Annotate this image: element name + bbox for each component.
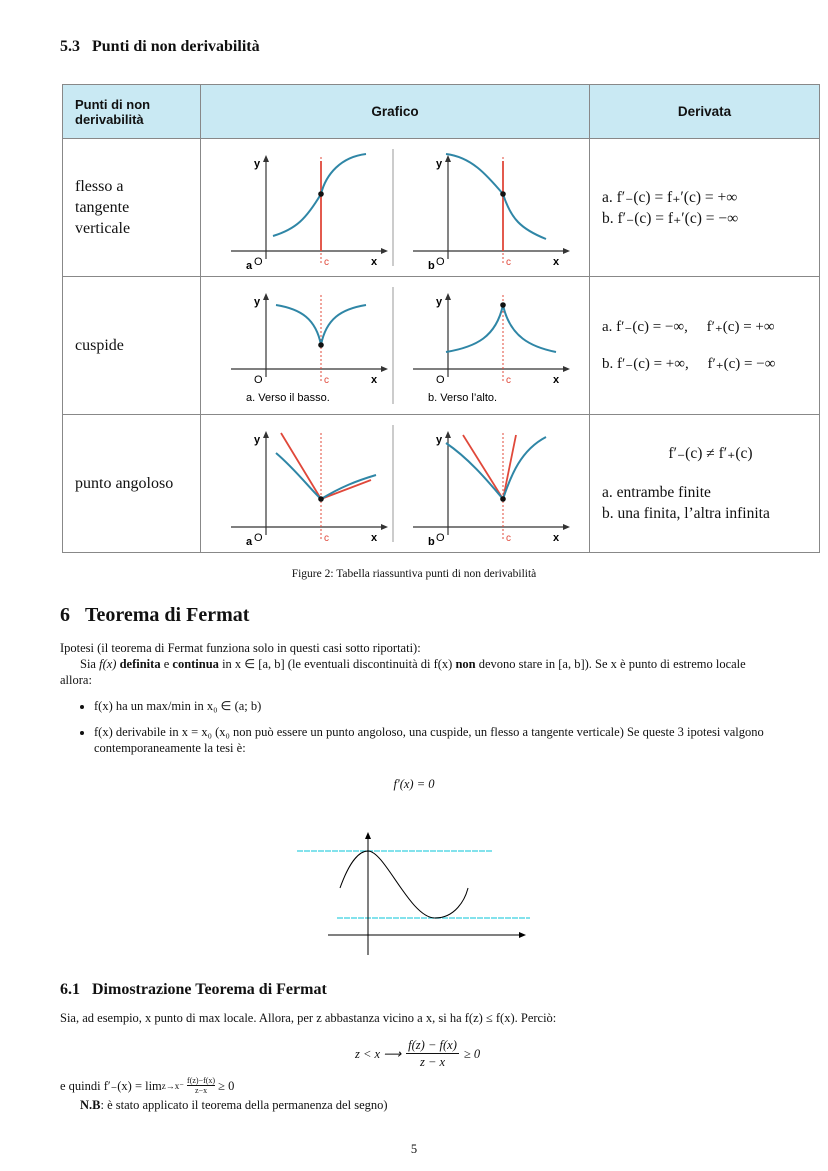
y-arrow-icon bbox=[445, 293, 451, 300]
bold-text: definita bbox=[116, 657, 161, 671]
panel-label: b bbox=[428, 260, 435, 272]
origin-label: O bbox=[436, 374, 445, 386]
paragraph-ipotesi: Ipotesi (il teorema di Fermat funziona solo in questi casi sotto riportati): bbox=[60, 641, 421, 655]
graph-flesso bbox=[201, 139, 589, 272]
derivata-cell bbox=[590, 139, 820, 277]
c-label: c bbox=[324, 375, 329, 386]
tangent-line bbox=[321, 480, 371, 499]
bullet-item: • f(x) derivabile in x = x₀ (x₀ non può essere un punto angoloso, una cuspide, un flesso a tangente verticale) Se queste 3 ipotesi valgono contemporaneamente la tesi è: bbox=[94, 724, 776, 756]
x-label: x bbox=[371, 374, 378, 386]
point-marker bbox=[500, 302, 506, 308]
y-arrow-icon bbox=[263, 155, 269, 162]
x-arrow-icon bbox=[519, 932, 526, 938]
derivata-a: a. f′₋(c) = f₊′(c) = +∞ bbox=[602, 188, 738, 206]
c-label: c bbox=[506, 375, 511, 386]
bullet-list bbox=[60, 698, 776, 756]
y-arrow-icon bbox=[445, 431, 451, 438]
section-heading-6-1 bbox=[60, 981, 327, 999]
c-label: c bbox=[506, 533, 511, 544]
table-header-row bbox=[63, 85, 820, 139]
tangent-line bbox=[281, 433, 321, 499]
row-label: punto angoloso bbox=[63, 415, 201, 553]
paragraph-sia bbox=[60, 656, 776, 688]
x-label: x bbox=[553, 532, 560, 544]
paragraph-dimostrazione: Sia, ad esempio, x punto di max locale. Allora, per z abbastanza vicino a x, si ha f(z) ≤ f(x). Perciò: bbox=[60, 1011, 557, 1025]
c-label: c bbox=[324, 257, 329, 268]
graph-cell bbox=[201, 277, 590, 415]
point-marker bbox=[318, 496, 324, 502]
section-title: Dimostrazione Teorema di Fermat bbox=[92, 981, 327, 998]
point-marker bbox=[500, 496, 506, 502]
numerator: f(z) − f(x) bbox=[408, 1038, 457, 1052]
origin-label: O bbox=[436, 532, 445, 544]
point-marker bbox=[318, 191, 324, 197]
function-curve bbox=[446, 305, 503, 352]
limit-subscript: z→x⁻ bbox=[161, 1080, 185, 1091]
note-text: : è stato applicato il teorema della permanenza del segno) bbox=[100, 1098, 388, 1112]
x-arrow-icon bbox=[381, 524, 388, 530]
c-label: c bbox=[324, 533, 329, 544]
text: devono stare in [a, b]). Se x è punto di estremo locale allora: bbox=[60, 657, 746, 687]
section-number: 5.3 bbox=[60, 38, 80, 55]
bullet-item: • f(x) ha un max/min in x₀ ∈ (a; b) bbox=[94, 698, 776, 714]
table-row bbox=[63, 277, 820, 415]
text: Sia bbox=[80, 657, 100, 671]
panel-label: a bbox=[246, 260, 253, 272]
x-label: x bbox=[371, 532, 378, 544]
graph-angoloso bbox=[201, 415, 589, 548]
derivata-a: a. entrambe finite bbox=[602, 484, 711, 501]
text: in x ∈ [a, b] (le eventuali discontinuità di f(x) bbox=[218, 657, 456, 671]
graph-cell bbox=[201, 415, 590, 553]
graph-cuspide bbox=[201, 277, 589, 410]
body-text bbox=[60, 640, 776, 756]
panel-label: b bbox=[428, 536, 435, 548]
y-label: y bbox=[254, 296, 261, 308]
y-arrow-icon bbox=[263, 431, 269, 438]
figure-caption: Figure 2: Tabella riassuntiva punti di non derivabilità bbox=[291, 568, 537, 580]
thesis-equation: f′(x) = 0 bbox=[393, 777, 435, 791]
note bbox=[80, 1097, 388, 1113]
section-title: Teorema di Fermat bbox=[85, 604, 250, 626]
y-label: y bbox=[436, 296, 443, 308]
eq-left: z < x ⟶ bbox=[355, 1046, 402, 1061]
function-curve bbox=[446, 443, 503, 499]
section-number: 6 bbox=[60, 604, 70, 626]
panel-caption: a. Verso il basso. bbox=[246, 392, 330, 404]
text: e bbox=[160, 657, 173, 671]
derivata-a: a. f′₋(c) = −∞, f′₊(c) = +∞ bbox=[602, 318, 775, 335]
function-curve bbox=[446, 154, 546, 239]
derivata-b: b. f′₋(c) = +∞, f′₊(c) = −∞ bbox=[602, 355, 776, 372]
x-arrow-icon bbox=[381, 366, 388, 372]
denominator: z − x bbox=[419, 1055, 446, 1069]
row-label: cuspide bbox=[63, 277, 201, 415]
graph-cell bbox=[201, 139, 590, 277]
x-label: x bbox=[371, 256, 378, 268]
text: ≥ 0 bbox=[218, 1078, 235, 1093]
point-marker bbox=[500, 191, 506, 197]
header-punti: Punti di non derivabilità bbox=[63, 85, 201, 139]
math: f(x) bbox=[99, 657, 117, 671]
section-heading-5-3 bbox=[60, 38, 260, 56]
y-arrow-icon bbox=[445, 155, 451, 162]
numerator: f(z)−f(x) bbox=[187, 1076, 216, 1085]
x-arrow-icon bbox=[563, 366, 570, 372]
function-curve bbox=[503, 305, 556, 352]
panel-caption: b. Verso l’alto. bbox=[428, 392, 498, 404]
derivata-cell bbox=[590, 415, 820, 553]
x-label: x bbox=[553, 256, 560, 268]
derivata-main: f′₋(c) ≠ f′₊(c) bbox=[668, 445, 753, 462]
header-grafico: Grafico bbox=[201, 85, 590, 139]
text: e quindi f′₋(x) = lim bbox=[60, 1078, 162, 1093]
origin-label: O bbox=[254, 532, 263, 544]
paragraph-quindi bbox=[60, 1076, 234, 1095]
function-curve bbox=[321, 305, 366, 345]
y-arrow-icon bbox=[365, 832, 371, 839]
y-label: y bbox=[254, 158, 261, 170]
function-curve bbox=[340, 851, 468, 918]
bold-text: continua bbox=[172, 657, 219, 671]
summary-table bbox=[62, 84, 820, 553]
small-fraction bbox=[187, 1076, 215, 1095]
fermat-figure bbox=[290, 825, 540, 960]
eq-right: ≥ 0 bbox=[463, 1046, 481, 1061]
y-label: y bbox=[436, 158, 443, 170]
tangent-line bbox=[503, 435, 516, 499]
denominator: z−x bbox=[195, 1086, 208, 1095]
x-arrow-icon bbox=[563, 248, 570, 254]
section-heading-6 bbox=[60, 604, 249, 627]
table-row bbox=[63, 139, 820, 277]
y-label: y bbox=[254, 434, 261, 446]
table-row bbox=[63, 415, 820, 553]
panel-label: a bbox=[246, 536, 253, 548]
derivata-b: b. una finita, l’altra infinita bbox=[602, 505, 770, 522]
note-label: N.B bbox=[80, 1098, 101, 1112]
fraction bbox=[406, 1037, 459, 1070]
tangent-line bbox=[463, 435, 503, 499]
difference-quotient-equation bbox=[355, 1037, 480, 1070]
header-derivata: Derivata bbox=[590, 85, 820, 139]
y-label: y bbox=[436, 434, 443, 446]
x-arrow-icon bbox=[381, 248, 388, 254]
x-arrow-icon bbox=[563, 524, 570, 530]
section-title: Punti di non derivabilità bbox=[92, 38, 260, 55]
row-label: flesso a tangente verticale bbox=[63, 139, 201, 277]
point-marker bbox=[318, 342, 324, 348]
page-number: 5 bbox=[410, 1142, 418, 1156]
y-arrow-icon bbox=[263, 293, 269, 300]
bold-text: non bbox=[455, 657, 476, 671]
origin-label: O bbox=[436, 256, 445, 268]
origin-label: O bbox=[254, 256, 263, 268]
c-label: c bbox=[506, 257, 511, 268]
origin-label: O bbox=[254, 374, 263, 386]
function-curve bbox=[276, 305, 321, 345]
derivata-b: b. f′₋(c) = f₊′(c) = −∞ bbox=[602, 209, 739, 227]
function-curve bbox=[321, 475, 376, 499]
function-curve bbox=[276, 453, 321, 499]
x-label: x bbox=[553, 374, 560, 386]
derivata-cell bbox=[590, 277, 820, 415]
section-number: 6.1 bbox=[60, 981, 80, 998]
